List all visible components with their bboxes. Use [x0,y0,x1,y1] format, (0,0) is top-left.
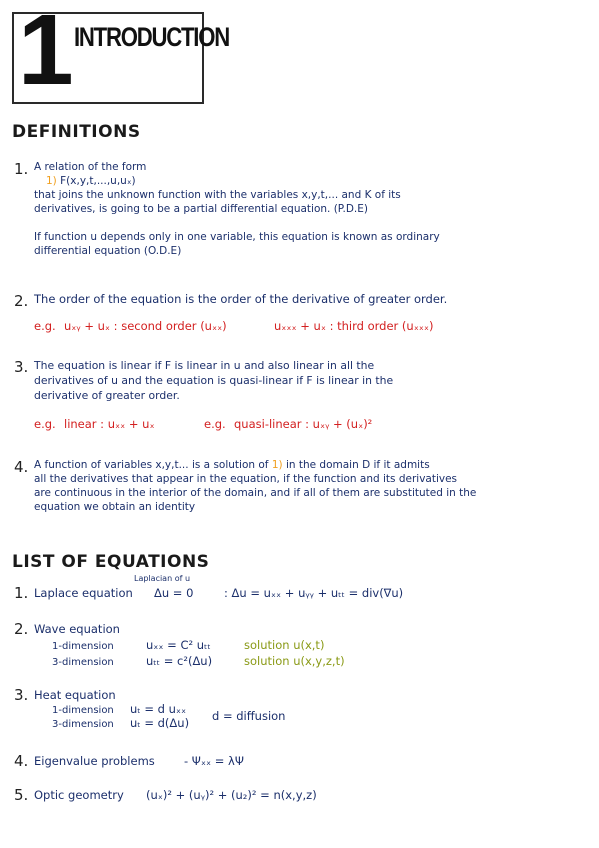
equation-label: Eigenvalue problems [34,754,155,768]
item-number: 3. [14,358,29,376]
equation-marker: 1) [271,459,283,471]
equation-marker: 1) [46,175,57,187]
item-line: A relation of the form [34,161,147,173]
example-row [34,319,569,334]
example-linear: linear : uₓₓ + uₓ [64,417,155,431]
equation-number: 4. [14,752,29,770]
item-line: are continuous in the interior of the domain, and if all of them are substituted in the [34,487,477,499]
equation-label: Heat equation [34,688,116,702]
equation-number: 2. [14,620,29,638]
equation-formula: - Ψₓₓ = λΨ [184,754,244,768]
equation-formula: uₓₓ = C² uₜₜ [146,638,211,652]
item-line: The equation is linear if F is linear in u and also linear in all the [34,359,375,372]
definitions-heading: DEFINITIONS [12,122,141,142]
equations-heading: LIST OF EQUATIONS [12,552,210,572]
item-line: derivatives, is going to be a partial differential equation. (P.D.E) [34,203,368,215]
example-prefix: e.g. [34,417,56,431]
equation-number: 1. [14,584,29,602]
example-quasi-linear: quasi-linear : uₓᵧ + (uₓ)² [234,417,373,431]
dimension-label: 1-dimension [52,641,114,652]
dimension-label: 3-dimension [52,657,114,668]
chapter-header [12,0,229,106]
equation-formula: (uₓ)² + (uᵧ)² + (u₂)² = n(x,y,z) [146,788,317,802]
equation-label: Laplace equation [34,586,133,600]
equation-optic [14,786,569,806]
item-line: equation we obtain an identity [34,501,196,513]
example-second-order: uₓᵧ + uₓ : second order (uₓₓ) [64,319,227,333]
definition-item-4 [14,458,569,514]
line-part: in the domain D if it admits [285,459,430,471]
equation-formula: Δu = 0 [154,586,194,600]
item-line: If function u depends only in one variable, this equation is known as ordinary [34,231,440,243]
equation-heat [14,686,569,734]
laplacian-note: Laplacian of u [134,574,191,583]
example-prefix: e.g. [204,417,226,431]
equation-formula: uₜ = d(Δu) [130,716,190,730]
definition-item-2 [14,292,569,334]
equation-text: F(x,y,t,...,u,uₓ) [60,175,136,187]
equation-eigenvalue [14,752,569,772]
equation-wave [14,620,569,672]
line-part: A function of variables x,y,t... is a solution of [34,459,269,471]
item-number: 1. [14,160,29,178]
equation-number: 3. [14,686,29,704]
example-prefix: e.g. [34,319,56,333]
equation-label: Wave equation [34,622,120,636]
item-equation [46,174,569,188]
chapter-title: INTRODUCTION [74,22,229,52]
item-line: derivatives of u and the equation is quasi-linear if F is linear in the [34,374,394,387]
definition-item-3 [14,358,569,432]
diffusion-note: d = diffusion [212,709,286,723]
item-line: differential equation (O.D.E) [34,245,182,257]
example-third-order: uₓₓₓ + uₓ : third order (uₓₓₓ) [274,319,434,333]
chapter-number: 1 [18,0,74,106]
item-number: 2. [14,292,29,310]
item-line: all the derivatives that appear in the equation, if the function and its derivatives [34,473,458,485]
solution-label: solution u(x,y,z,t) [244,654,345,668]
equation-label: Optic geometry [34,788,124,802]
equation-definition: : Δu = uₓₓ + uᵧᵧ + uₜₜ = div(∇u) [224,586,404,600]
dimension-label: 1-dimension [52,705,114,716]
example-row [34,417,569,432]
item-line [34,458,569,472]
solution-label: solution u(x,t) [244,638,325,652]
item-line: that joins the unknown function with the variables x,y,t,... and K of its [34,189,401,201]
equation-number: 5. [14,786,29,804]
item-line: The order of the equation is the order of the derivative of greater order. [34,292,448,306]
equation-formula: uₜₜ = c²(Δu) [146,654,213,668]
item-line: derivative of greater order. [34,389,180,402]
equation-laplace [14,574,569,608]
definition-item-1 [14,160,569,258]
equation-formula: uₜ = d uₓₓ [130,702,187,716]
dimension-label: 3-dimension [52,719,114,730]
item-number: 4. [14,458,29,476]
